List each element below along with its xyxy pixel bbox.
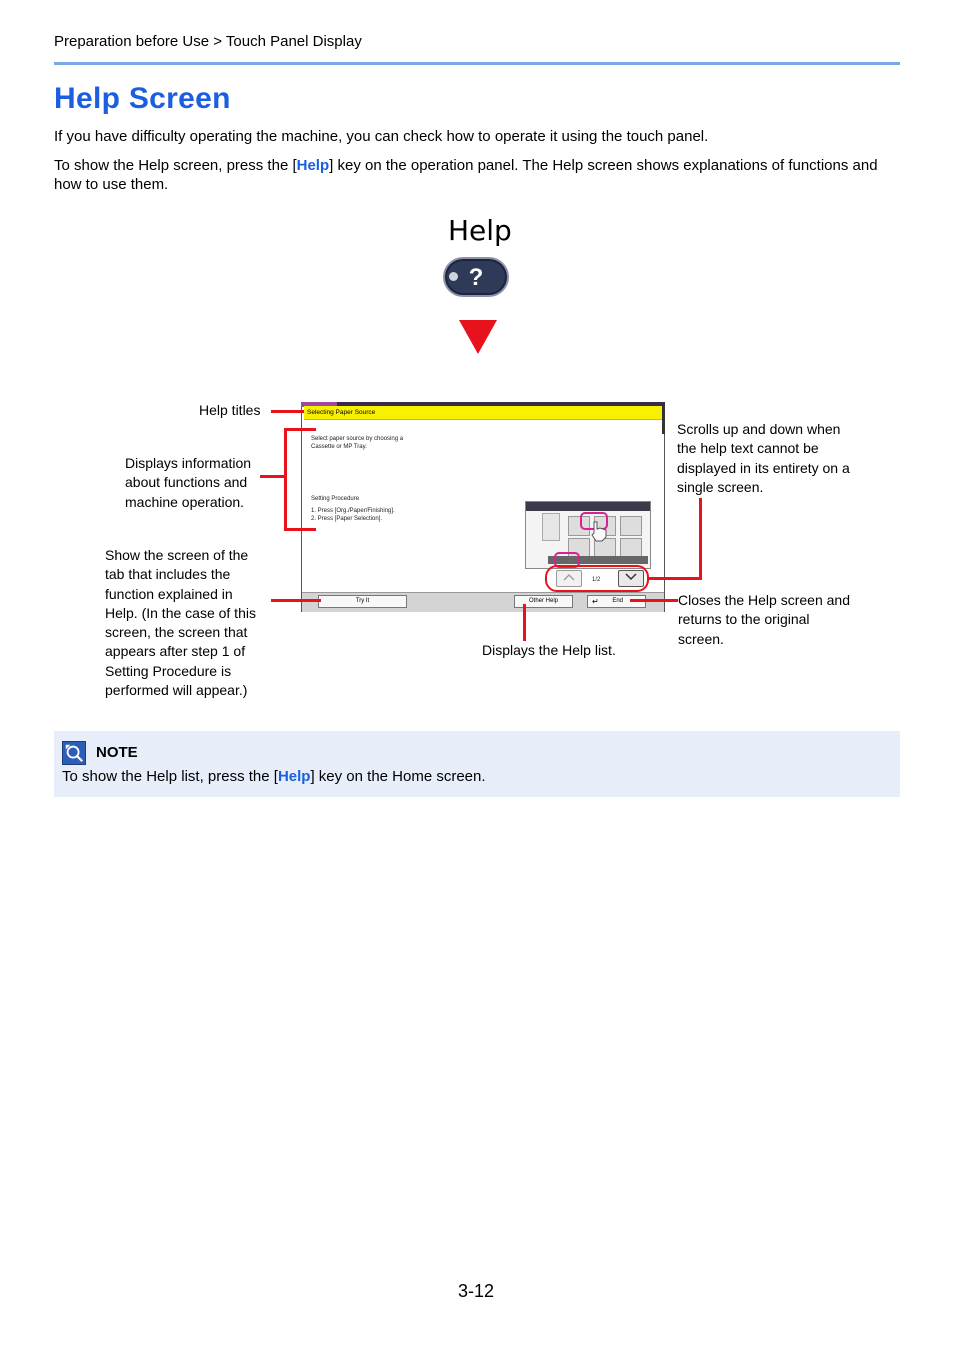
procedure-heading: Setting Procedure xyxy=(311,496,360,502)
question-mark-icon: ? xyxy=(468,264,484,291)
leader-other-help xyxy=(523,604,526,641)
note-text-after: ] key on the Home screen. xyxy=(310,768,486,785)
scroll-controls-highlight xyxy=(545,565,649,592)
down-arrow-icon xyxy=(459,320,497,354)
help-text-line-1: Select paper source by choosing a xyxy=(311,436,404,442)
procedure-step-1: 1. Press [Org./Paper/Finishing]. xyxy=(311,508,395,514)
page-indicator: 1/2 xyxy=(592,577,601,583)
callout-closes: Closes the Help screen and returns to the original screen. xyxy=(678,592,850,647)
bracket-info-vertical xyxy=(284,428,287,531)
procedure-steps xyxy=(311,507,395,523)
thumbnail-status-bar xyxy=(526,502,650,511)
help-key-button xyxy=(443,257,509,297)
help-key-name: Help xyxy=(296,157,330,174)
end-button-label: End xyxy=(612,598,623,604)
intro-text-after: ] key on the operation panel. The Help screen shows explanations of functions and how to use them. xyxy=(54,157,878,193)
intro-text-before: To show the Help screen, press the [ xyxy=(54,157,297,174)
page-title: Help Screen xyxy=(54,82,231,115)
intro-paragraph-2 xyxy=(54,156,904,194)
return-icon: ↵ xyxy=(592,597,599,606)
thumbnail-cell xyxy=(620,516,642,536)
note-text-before: To show the Help list, press the [ xyxy=(62,768,278,785)
callout-displays-info: Displays information about functions and machine operation. xyxy=(125,455,252,510)
callout-scrolls: Scrolls up and down when the help text cannot be displayed in its entirety on a single screen. xyxy=(677,421,850,495)
page-number: 3-12 xyxy=(458,1281,495,1301)
leader-end xyxy=(630,599,678,602)
callout-help-list: Displays the Help list. xyxy=(482,642,616,658)
other-help-button[interactable]: Other Help xyxy=(514,595,573,608)
bracket-info-top xyxy=(284,428,316,431)
leader-help-titles xyxy=(271,410,304,413)
panel-edge xyxy=(662,406,665,434)
note-box xyxy=(54,731,900,797)
note-help-key-name: Help xyxy=(277,768,311,785)
breadcrumb: Preparation before Use > Touch Panel Display xyxy=(54,33,362,50)
leader-scroll-vertical xyxy=(699,498,702,580)
thumbnail-paper-icon xyxy=(542,513,560,541)
try-it-button[interactable]: Try It xyxy=(318,595,407,608)
callout-help-titles: Help titles xyxy=(199,402,261,418)
help-key-label: Help xyxy=(448,214,512,247)
pointing-hand-icon xyxy=(588,520,610,542)
help-body-text xyxy=(311,435,403,451)
note-text xyxy=(62,768,486,785)
leader-try-it xyxy=(271,599,321,602)
note-icon xyxy=(62,741,86,765)
intro-paragraph-1: If you have difficulty operating the machine, you can check how to operate it using the touch panel. xyxy=(54,128,709,145)
note-title: NOTE xyxy=(96,744,138,761)
procedure-step-2: 2. Press [Paper Selection]. xyxy=(311,516,383,522)
leader-scroll-horizontal xyxy=(649,577,702,580)
thumbnail-cell xyxy=(620,538,642,558)
callout-show-screen: Show the screen of the tab that includes the function explained in Help. (In the case of this screen, the screen that appears after step 1 of Setting Procedure is performed will appear.) xyxy=(105,547,256,699)
header-rule xyxy=(54,62,900,65)
help-title-bar: Selecting Paper Source xyxy=(304,406,663,420)
bracket-info-bottom xyxy=(284,528,316,531)
help-text-line-2: Cassette or MP Tray. xyxy=(311,444,367,450)
